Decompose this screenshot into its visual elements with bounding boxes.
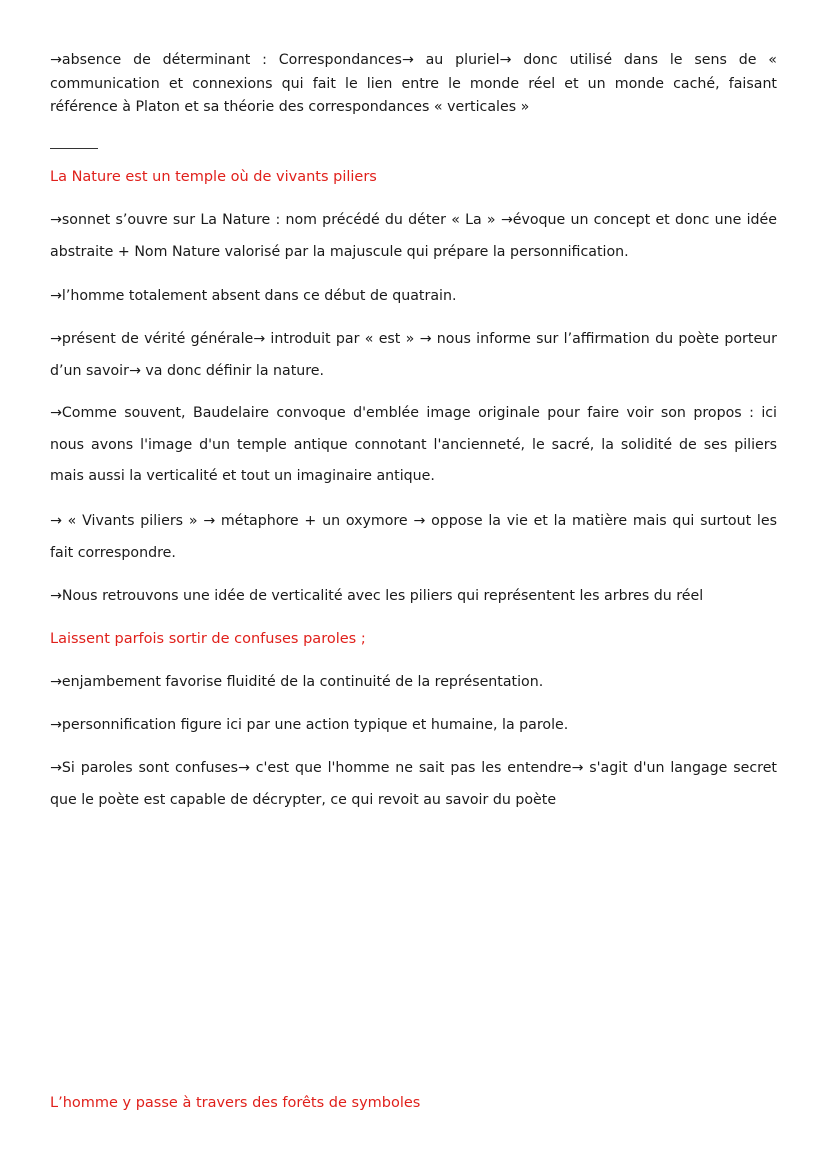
note-paragraph: →Nous retrouvons une idée de verticalité avec les piliers qui représentent les arbres du réel: [50, 588, 704, 604]
note-paragraph: →enjambement favorise fluidité de la continuité de la représentation.: [50, 674, 544, 690]
verse-heading-2: Laissent parfois sortir de confuses paroles ;: [50, 631, 366, 647]
intro-paragraph: →absence de déterminant : Correspondances→ au pluriel→ donc utilisé dans le sens de « communication et connexions qui fait le lien entre le monde réel et un monde caché, faisant référence à Platon et sa théorie des correspondances « verticales »: [50, 52, 777, 115]
note-paragraph: → « Vivants piliers » → métaphore + un oxymore → oppose la vie et la matière mais qui surtout les fait correspondre.: [50, 513, 777, 561]
separator-rule: [50, 148, 98, 149]
note-paragraph: →présent de vérité générale→ introduit par « est » → nous informe sur l’affirmation du poète porteur d’un savoir→ va donc définir la nature.: [50, 331, 777, 379]
note-paragraph: →Si paroles sont confuses→ c'est que l'homme ne sait pas les entendre→ s'agit d'un langage secret que le poète est capable de décrypter, ce qui revoit au savoir du poète: [50, 760, 777, 808]
note-paragraph: →Comme souvent, Baudelaire convoque d'emblée image originale pour faire voir son propos : ici nous avons l'image d'un temple antique connotant l'ancienneté, le sacré, la solidité de ses piliers mais aussi la verticalité et tout un imaginaire antique.: [50, 405, 777, 484]
note-paragraph: →sonnet s’ouvre sur La Nature : nom précédé du déter « La » →évoque un concept et donc une idée abstraite + Nom Nature valorisé par la majuscule qui prépare la personnification.: [50, 212, 777, 260]
note-paragraph: →personnification figure ici par une action typique et humaine, la parole.: [50, 717, 569, 733]
verse-heading-1: La Nature est un temple où de vivants piliers: [50, 169, 377, 185]
verse-heading-3: L’homme y passe à travers des forêts de symboles: [50, 1095, 421, 1111]
note-paragraph: →l’homme totalement absent dans ce début de quatrain.: [50, 288, 457, 304]
